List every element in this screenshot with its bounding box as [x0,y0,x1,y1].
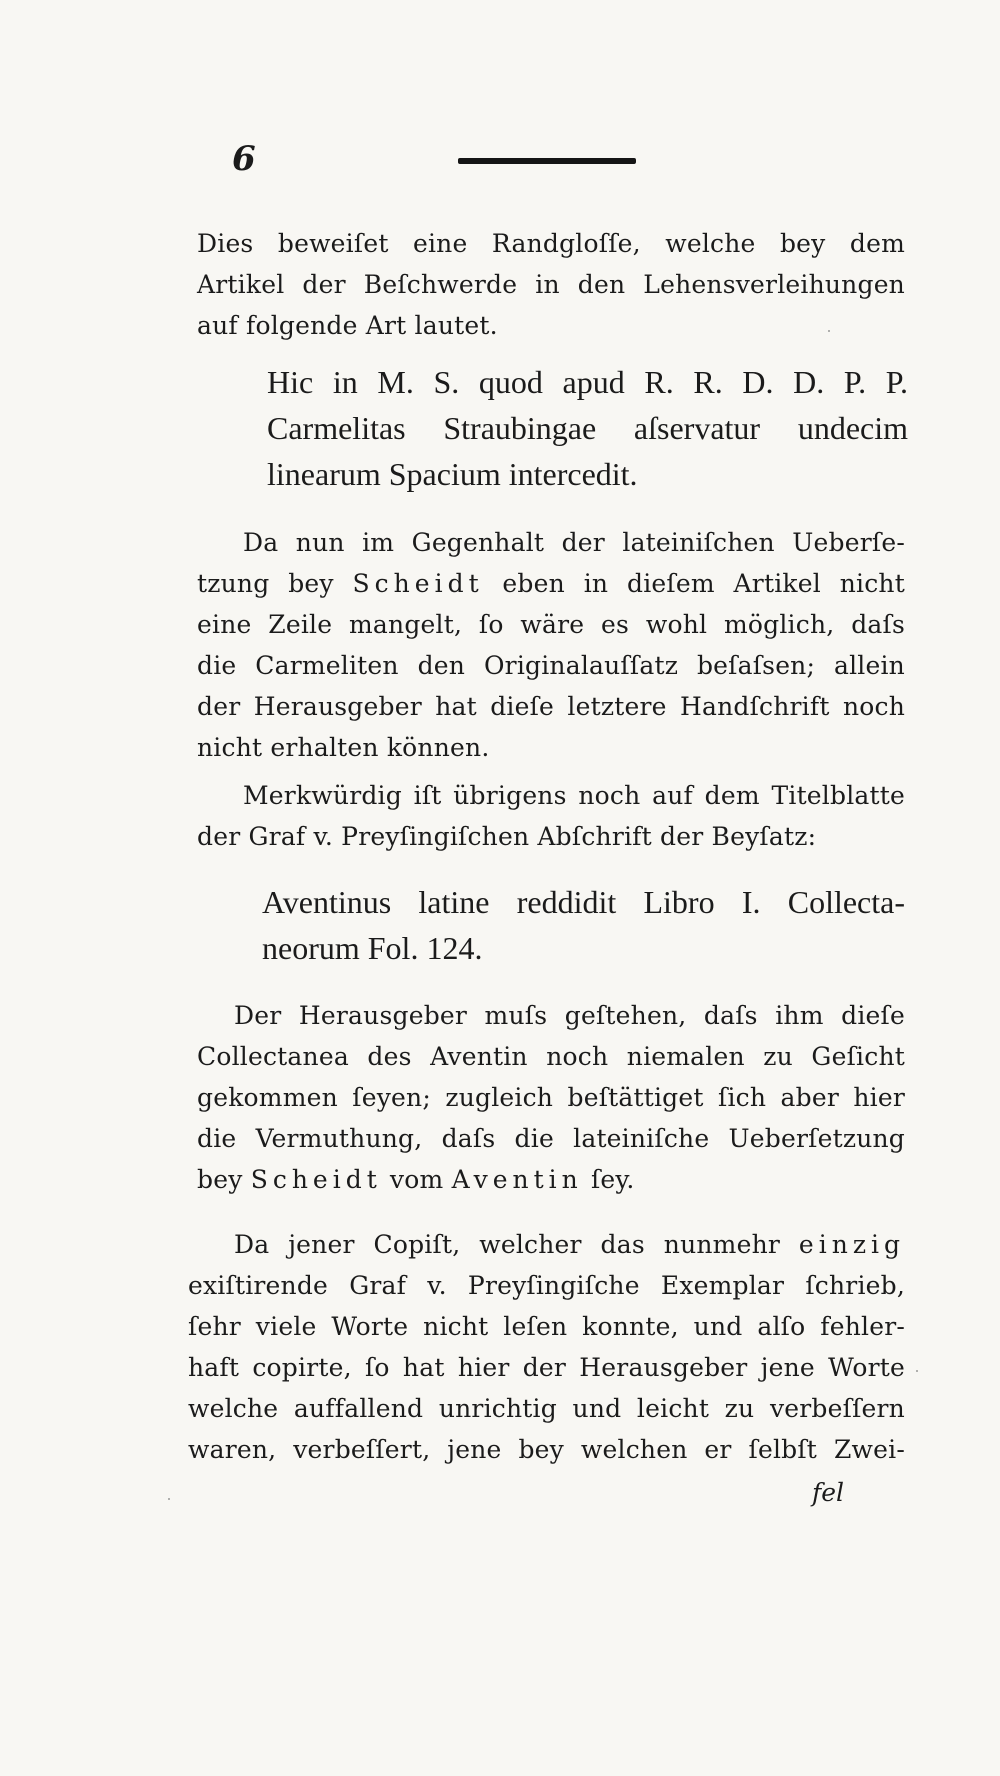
spaced-name: Scheidt [250,1165,382,1194]
spaced-name: Scheidt [352,569,484,598]
text-line: exiſtirende Graf v. Preyſingiſche Exemplar ſchrieb, [188,1271,905,1300]
text-line: Aventinus latine reddidit Libro I. Collecta- [262,884,905,920]
text-line: eine Zeile mangelt, ſo wäre es wohl möglich, daſs [197,610,905,639]
text-line: Collectanea des Aventin noch niemalen zu Geſicht [197,1042,905,1071]
paragraph-2 [197,522,905,768]
text-line: Artikel der Beſchwerde in den Lehensverleihungen [197,270,905,299]
spaced-name: Aventin [451,1165,583,1194]
paragraph-1 [197,223,905,346]
catchword: fel [812,1478,845,1507]
text-line: der Graf v. Preyſingiſchen Abſchrift der Beyſatz: [197,822,817,851]
text-fragment: eben in dieſem Artikel nicht [502,569,905,598]
text-fragment: bey [197,1165,243,1194]
text-line: welche auffallend unrichtig und leicht zu verbeſſern [188,1394,905,1423]
latin-quote-1 [267,359,908,497]
paragraph-4 [197,995,905,1200]
paragraph-5 [188,1224,905,1470]
spaced-word: einzig [798,1230,905,1259]
text-fragment: ſey. [590,1165,635,1194]
text-line: Dies beweiſet eine Randgloſſe, welche bey dem [197,229,905,258]
paper-speck [828,330,830,332]
text-line [188,1224,905,1265]
paragraph-3 [197,775,905,857]
text-line: Der Herausgeber muſs geſtehen, daſs ihm dieſe [234,1001,905,1030]
text-line: der Herausgeber hat dieſe letztere Handſchrift noch [197,692,905,721]
paper-speck [916,1370,918,1372]
text-fragment: vom [389,1165,444,1194]
text-line: Carmelitas Straubingae aſservatur undecim [267,410,908,446]
text-fragment: Da jener Copiſt, welcher das nunmehr [234,1230,781,1259]
header-rule [458,158,636,164]
text-line: auf folgende Art lautet. [197,311,498,340]
text-fragment: tzung bey [197,569,334,598]
text-line: Da nun im Gegenhalt der lateiniſchen Ueberſe- [243,528,905,557]
text-line: gekommen ſeyen; zugleich beſtättiget ſich aber hier [197,1083,905,1112]
text-line: haft copirte, ſo hat hier der Herausgeber jene Worte [188,1353,905,1382]
paper-speck [168,1498,170,1500]
latin-quote-2 [262,879,905,971]
text-line: Merkwürdig iſt übrigens noch auf dem Titelblatte [243,781,905,810]
text-line: nicht erhalten können. [197,733,490,762]
text-line: linearum Spacium intercedit. [267,456,638,492]
text-line: die Vermuthung, daſs die lateiniſche Ueberſetzung [197,1124,905,1153]
text-line: die Carmeliten den Originalauſſatz beſaſsen; allein [197,651,905,680]
text-line: Hic in M. S. quod apud R. R. D. D. P. P. [267,364,908,400]
text-line [197,1159,905,1200]
text-line: ſehr viele Worte nicht leſen konnte, und alſo fehler- [188,1312,905,1341]
text-line: neorum Fol. 124. [262,930,483,966]
text-line: waren, verbeſſert, jene bey welchen er ſelbſt Zwei- [188,1435,905,1464]
text-line [197,563,905,604]
page-number: 6 [232,139,256,179]
